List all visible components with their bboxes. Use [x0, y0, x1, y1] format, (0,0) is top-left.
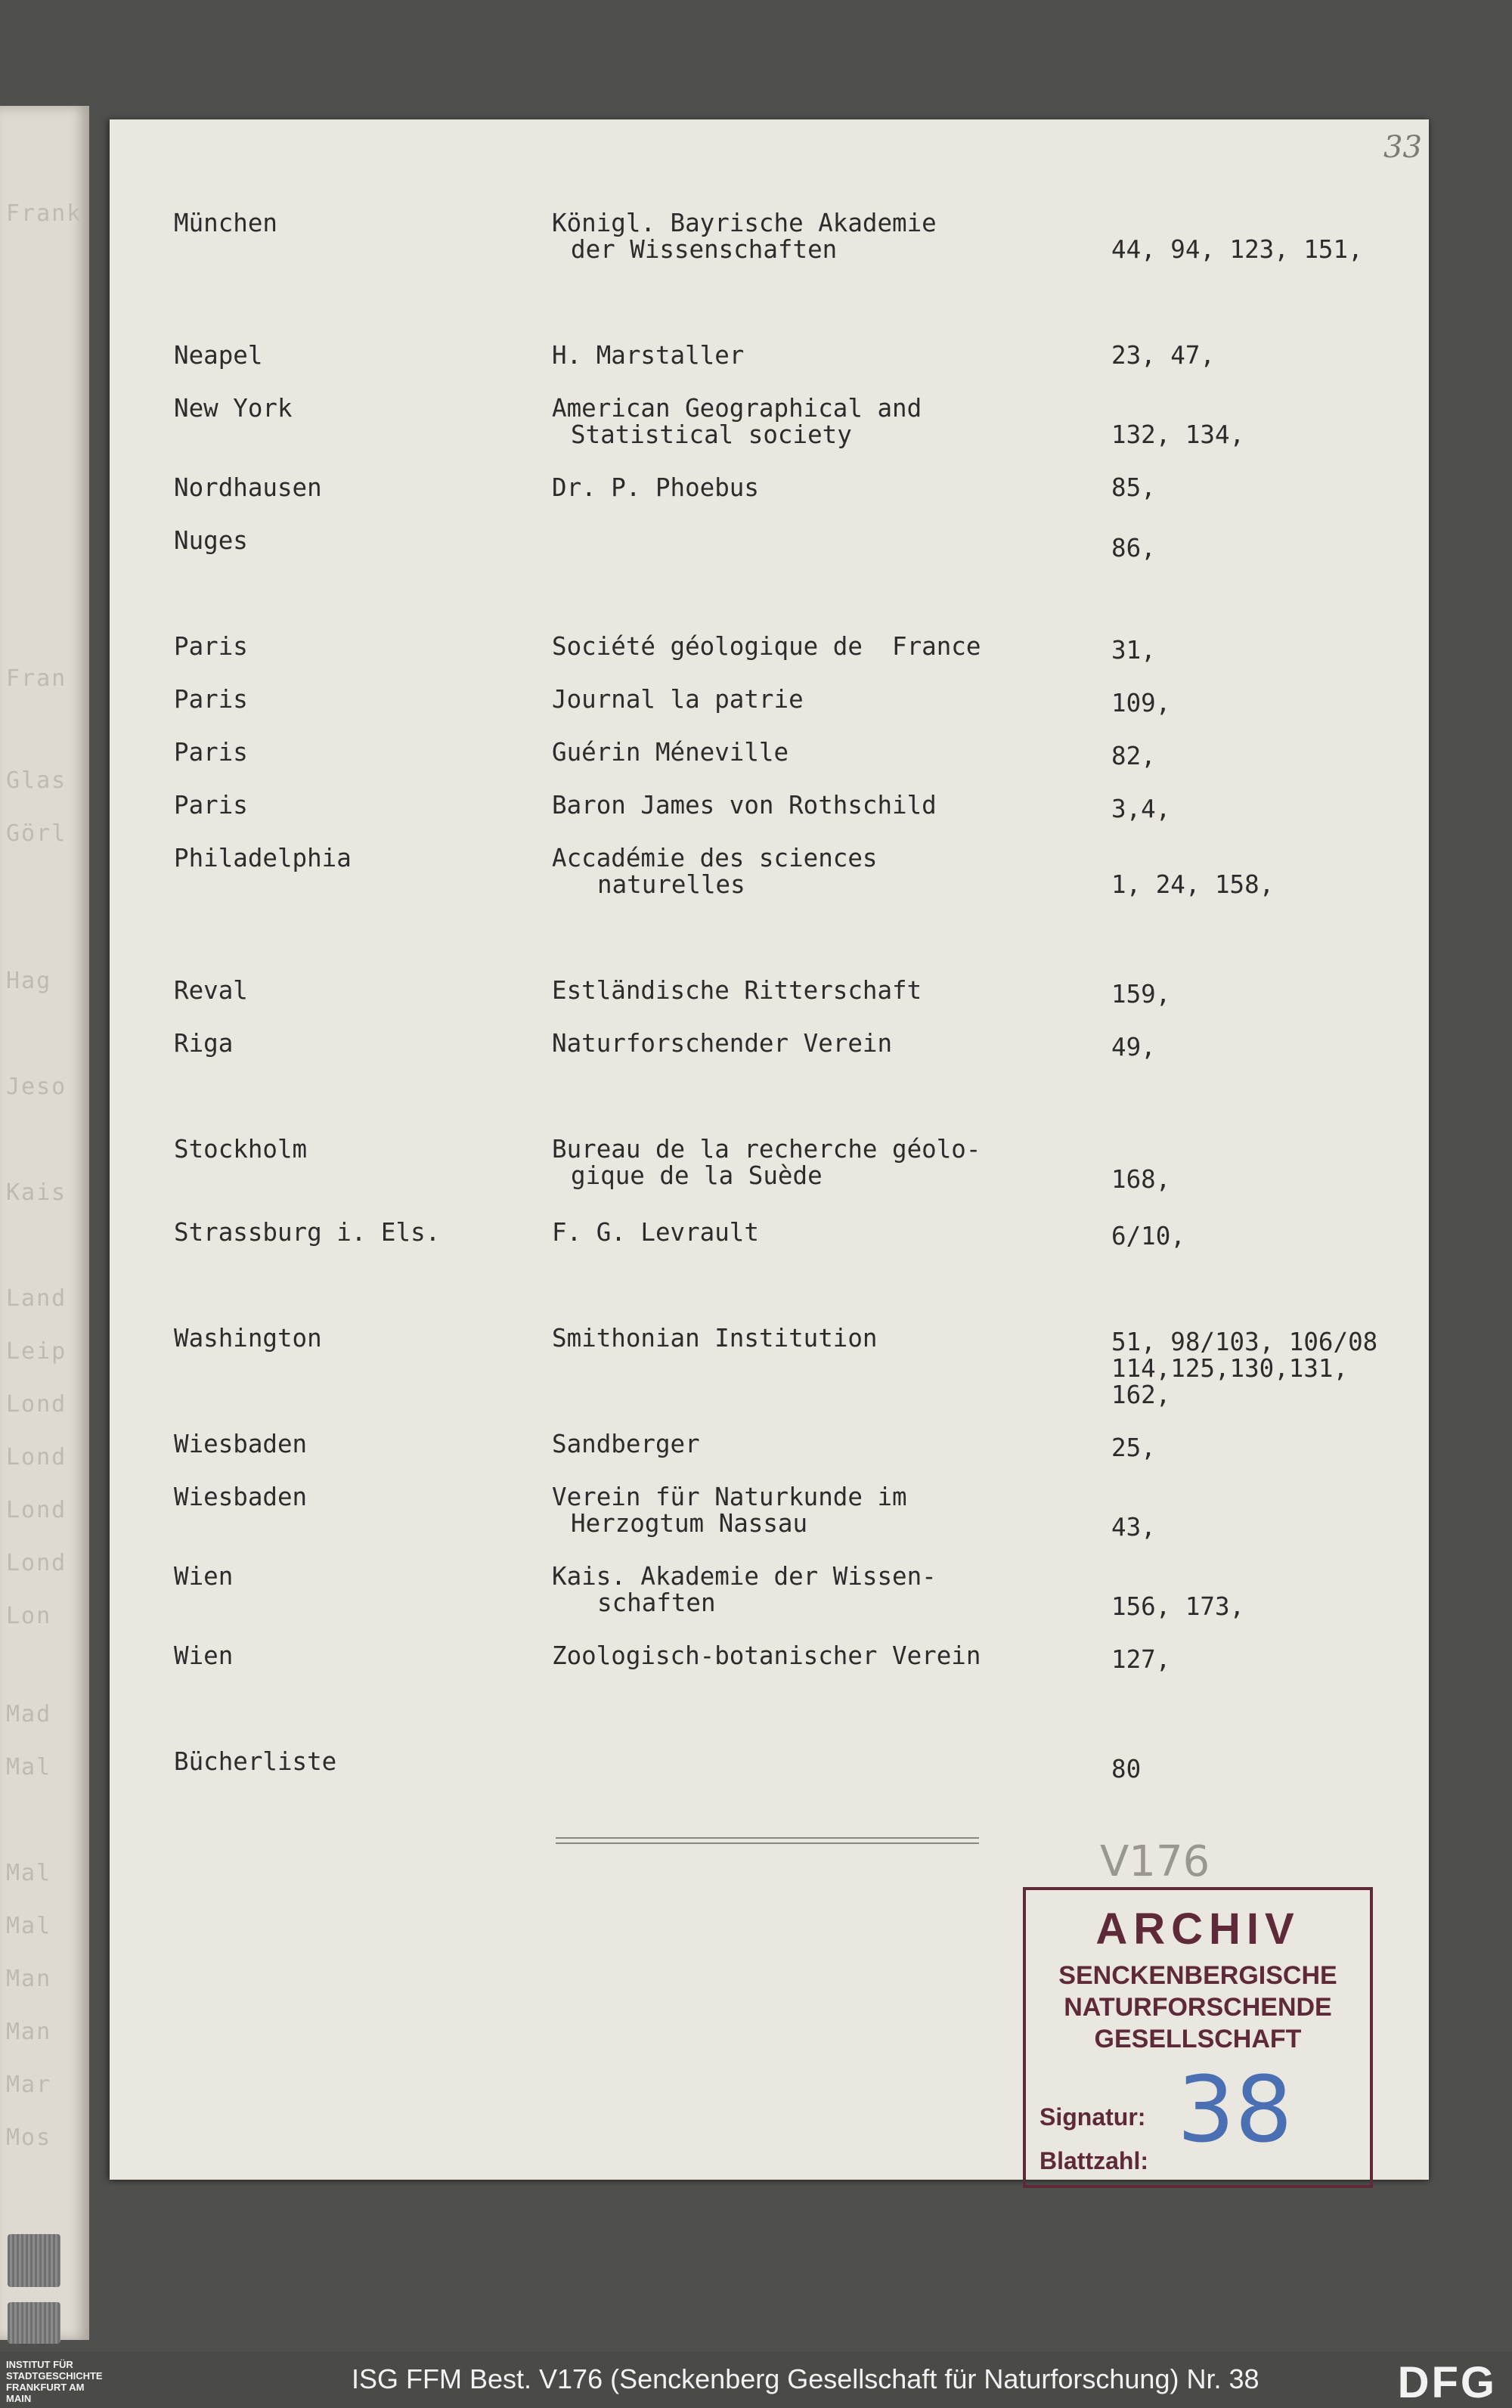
reference-numbers: 85,	[1111, 473, 1156, 502]
reference-numbers: 168,	[1111, 1165, 1171, 1194]
facing-page-ghost-text: Leip	[6, 1338, 67, 1365]
facing-page-ghost-text: Hag	[6, 968, 52, 994]
stamp-title: ARCHIV	[1095, 1904, 1300, 1954]
city-name: Reval	[174, 976, 248, 1005]
reference-numbers: 31,	[1111, 636, 1156, 665]
institution-name: Dr. P. Phoebus	[552, 473, 759, 502]
institution-name: Bureau de la recherche géolo- gique de la Suède	[552, 1135, 981, 1190]
facing-page-ghost-text: Lond	[6, 1497, 67, 1523]
facing-page-ghost-text: Mal	[6, 1913, 52, 1939]
city-name: Paris	[174, 738, 248, 767]
reference-numbers: 156, 173,	[1111, 1592, 1245, 1621]
stamp-institution: SENCKENBERGISCHE NATURFORSCHENDE GESELLSCHAFT	[1058, 1961, 1337, 2053]
reference-numbers: 82,	[1111, 742, 1156, 770]
reference-numbers: 6/10,	[1111, 1222, 1185, 1250]
document-page	[110, 119, 1429, 2180]
reference-numbers: 49,	[1111, 1033, 1156, 1061]
facing-page-ghost-text: Fran	[6, 665, 67, 692]
reference-numbers: 43,	[1111, 1513, 1156, 1542]
city-name: München	[174, 209, 277, 237]
reference-numbers: 25,	[1111, 1433, 1156, 1462]
city-name: Neapel	[174, 341, 263, 370]
institution-name: Estländische Ritterschaft	[552, 976, 922, 1005]
institution-name: Zoologisch-botanischer Verein	[552, 1641, 981, 1670]
reference-numbers: 1, 24, 158,	[1111, 870, 1275, 899]
institution-name: Königl. Bayrische Akademie der Wissenschaften	[552, 209, 937, 264]
city-name: Paris	[174, 632, 248, 661]
institution-name: Kais. Akademie der Wissen- schaften	[552, 1562, 937, 1617]
double-rule-divider	[556, 1837, 979, 1844]
institution-logo-text: INSTITUT FÜR STADTGESCHICHTE FRANKFURT AM MAIN	[6, 2359, 103, 2404]
reference-numbers: 3,4,	[1111, 795, 1171, 823]
facing-page-ghost-text: Jeso	[6, 1074, 67, 1100]
footer-bar	[0, 2351, 1512, 2408]
city-name: Wien	[174, 1641, 234, 1670]
city-name: Wiesbaden	[174, 1483, 308, 1511]
reference-numbers: 109,	[1111, 689, 1171, 717]
reference-numbers: 132, 134,	[1111, 420, 1245, 449]
institution-name: Naturforschender Verein	[552, 1029, 893, 1058]
facing-page-ghost-text: Lond	[6, 1391, 67, 1418]
handwritten-reference: V176	[1100, 1837, 1210, 1886]
institution-name: Société géologique de France	[552, 632, 981, 661]
reference-numbers: 86,	[1111, 534, 1156, 562]
facing-page-ghost-text: Kais	[6, 1179, 67, 1206]
facing-page-ghost-text: Görl	[6, 820, 67, 847]
institution-name: Accadémie des sciences naturelles	[552, 844, 878, 899]
city-name: Riga	[174, 1029, 234, 1058]
facing-page-ghost-text: Mar	[6, 2072, 52, 2098]
city-name: Nordhausen	[174, 473, 322, 502]
institution-name: Journal la patrie	[552, 685, 804, 714]
institution-name: Guérin Méneville	[552, 738, 789, 767]
city-name: Nuges	[174, 526, 248, 555]
city-name: Paris	[174, 685, 248, 714]
institution-name: H. Marstaller	[552, 341, 745, 370]
city-name: Washington	[174, 1324, 322, 1353]
city-name: Strassburg i. Els.	[174, 1218, 441, 1247]
reference-numbers: 127,	[1111, 1645, 1171, 1674]
institution-name: Baron James von Rothschild	[552, 791, 937, 820]
institution-name: Sandberger	[552, 1430, 700, 1458]
stamp-signatur-label: Signatur:	[1040, 2103, 1146, 2131]
facing-page-ghost-text: Man	[6, 2019, 52, 2045]
stamp-signatur-value: 38	[1177, 2058, 1293, 2163]
facing-page-ghost-text: Lond	[6, 1550, 67, 1576]
facing-page-ghost-text: Mal	[6, 1860, 52, 1886]
city-name: Paris	[174, 791, 248, 820]
dfg-logo: DFG	[1397, 2358, 1497, 2407]
facing-page-ghost-text: Mal	[6, 1754, 52, 1780]
facing-page-ghost-text: Mos	[6, 2124, 52, 2151]
facing-page-ghost-text: Man	[6, 1966, 52, 1992]
institution-name: Smithonian Institution	[552, 1324, 878, 1353]
page-number: 33	[1383, 130, 1422, 165]
facing-page-ghost-text: Glas	[6, 767, 67, 794]
institution-name: Verein für Naturkunde im Herzogtum Nassau	[552, 1483, 907, 1538]
archive-caption: ISG FFM Best. V176 (Senckenberg Gesellschaft für Naturforschung) Nr. 38	[352, 2363, 1259, 2394]
city-name: Philadelphia	[174, 844, 352, 872]
reference-numbers: 51, 98/103, 106/08 114,125,130,131, 162,	[1111, 1328, 1378, 1409]
facing-page-ghost-text: Frank	[6, 200, 82, 227]
reference-numbers: 23, 47,	[1111, 341, 1215, 370]
binding-ribbon	[8, 2302, 60, 2344]
facing-page-ghost-text: Land	[6, 1285, 67, 1312]
facing-page-ghost-text: Lon	[6, 1603, 52, 1629]
city-name: Bücherliste	[174, 1747, 337, 1776]
reference-numbers: 159,	[1111, 980, 1171, 1009]
city-name: Wien	[174, 1562, 234, 1591]
city-name: Stockholm	[174, 1135, 308, 1164]
stamp-blattzahl-label: Blattzahl:	[1040, 2147, 1148, 2174]
city-name: Wiesbaden	[174, 1430, 308, 1458]
institution-name: American Geographical and Statistical society	[552, 394, 922, 449]
binding-ribbon	[8, 2234, 60, 2287]
city-name: New York	[174, 394, 293, 423]
facing-page-ghost-text: Mad	[6, 1701, 52, 1728]
archive-stamp	[1023, 1887, 1373, 2188]
facing-page-ghost-text: Lond	[6, 1444, 67, 1471]
reference-numbers: 44, 94, 123, 151,	[1111, 235, 1363, 264]
institution-name: F. G. Levrault	[552, 1218, 759, 1247]
facing-page-edge	[0, 106, 89, 2340]
reference-numbers: 80	[1111, 1755, 1142, 1784]
